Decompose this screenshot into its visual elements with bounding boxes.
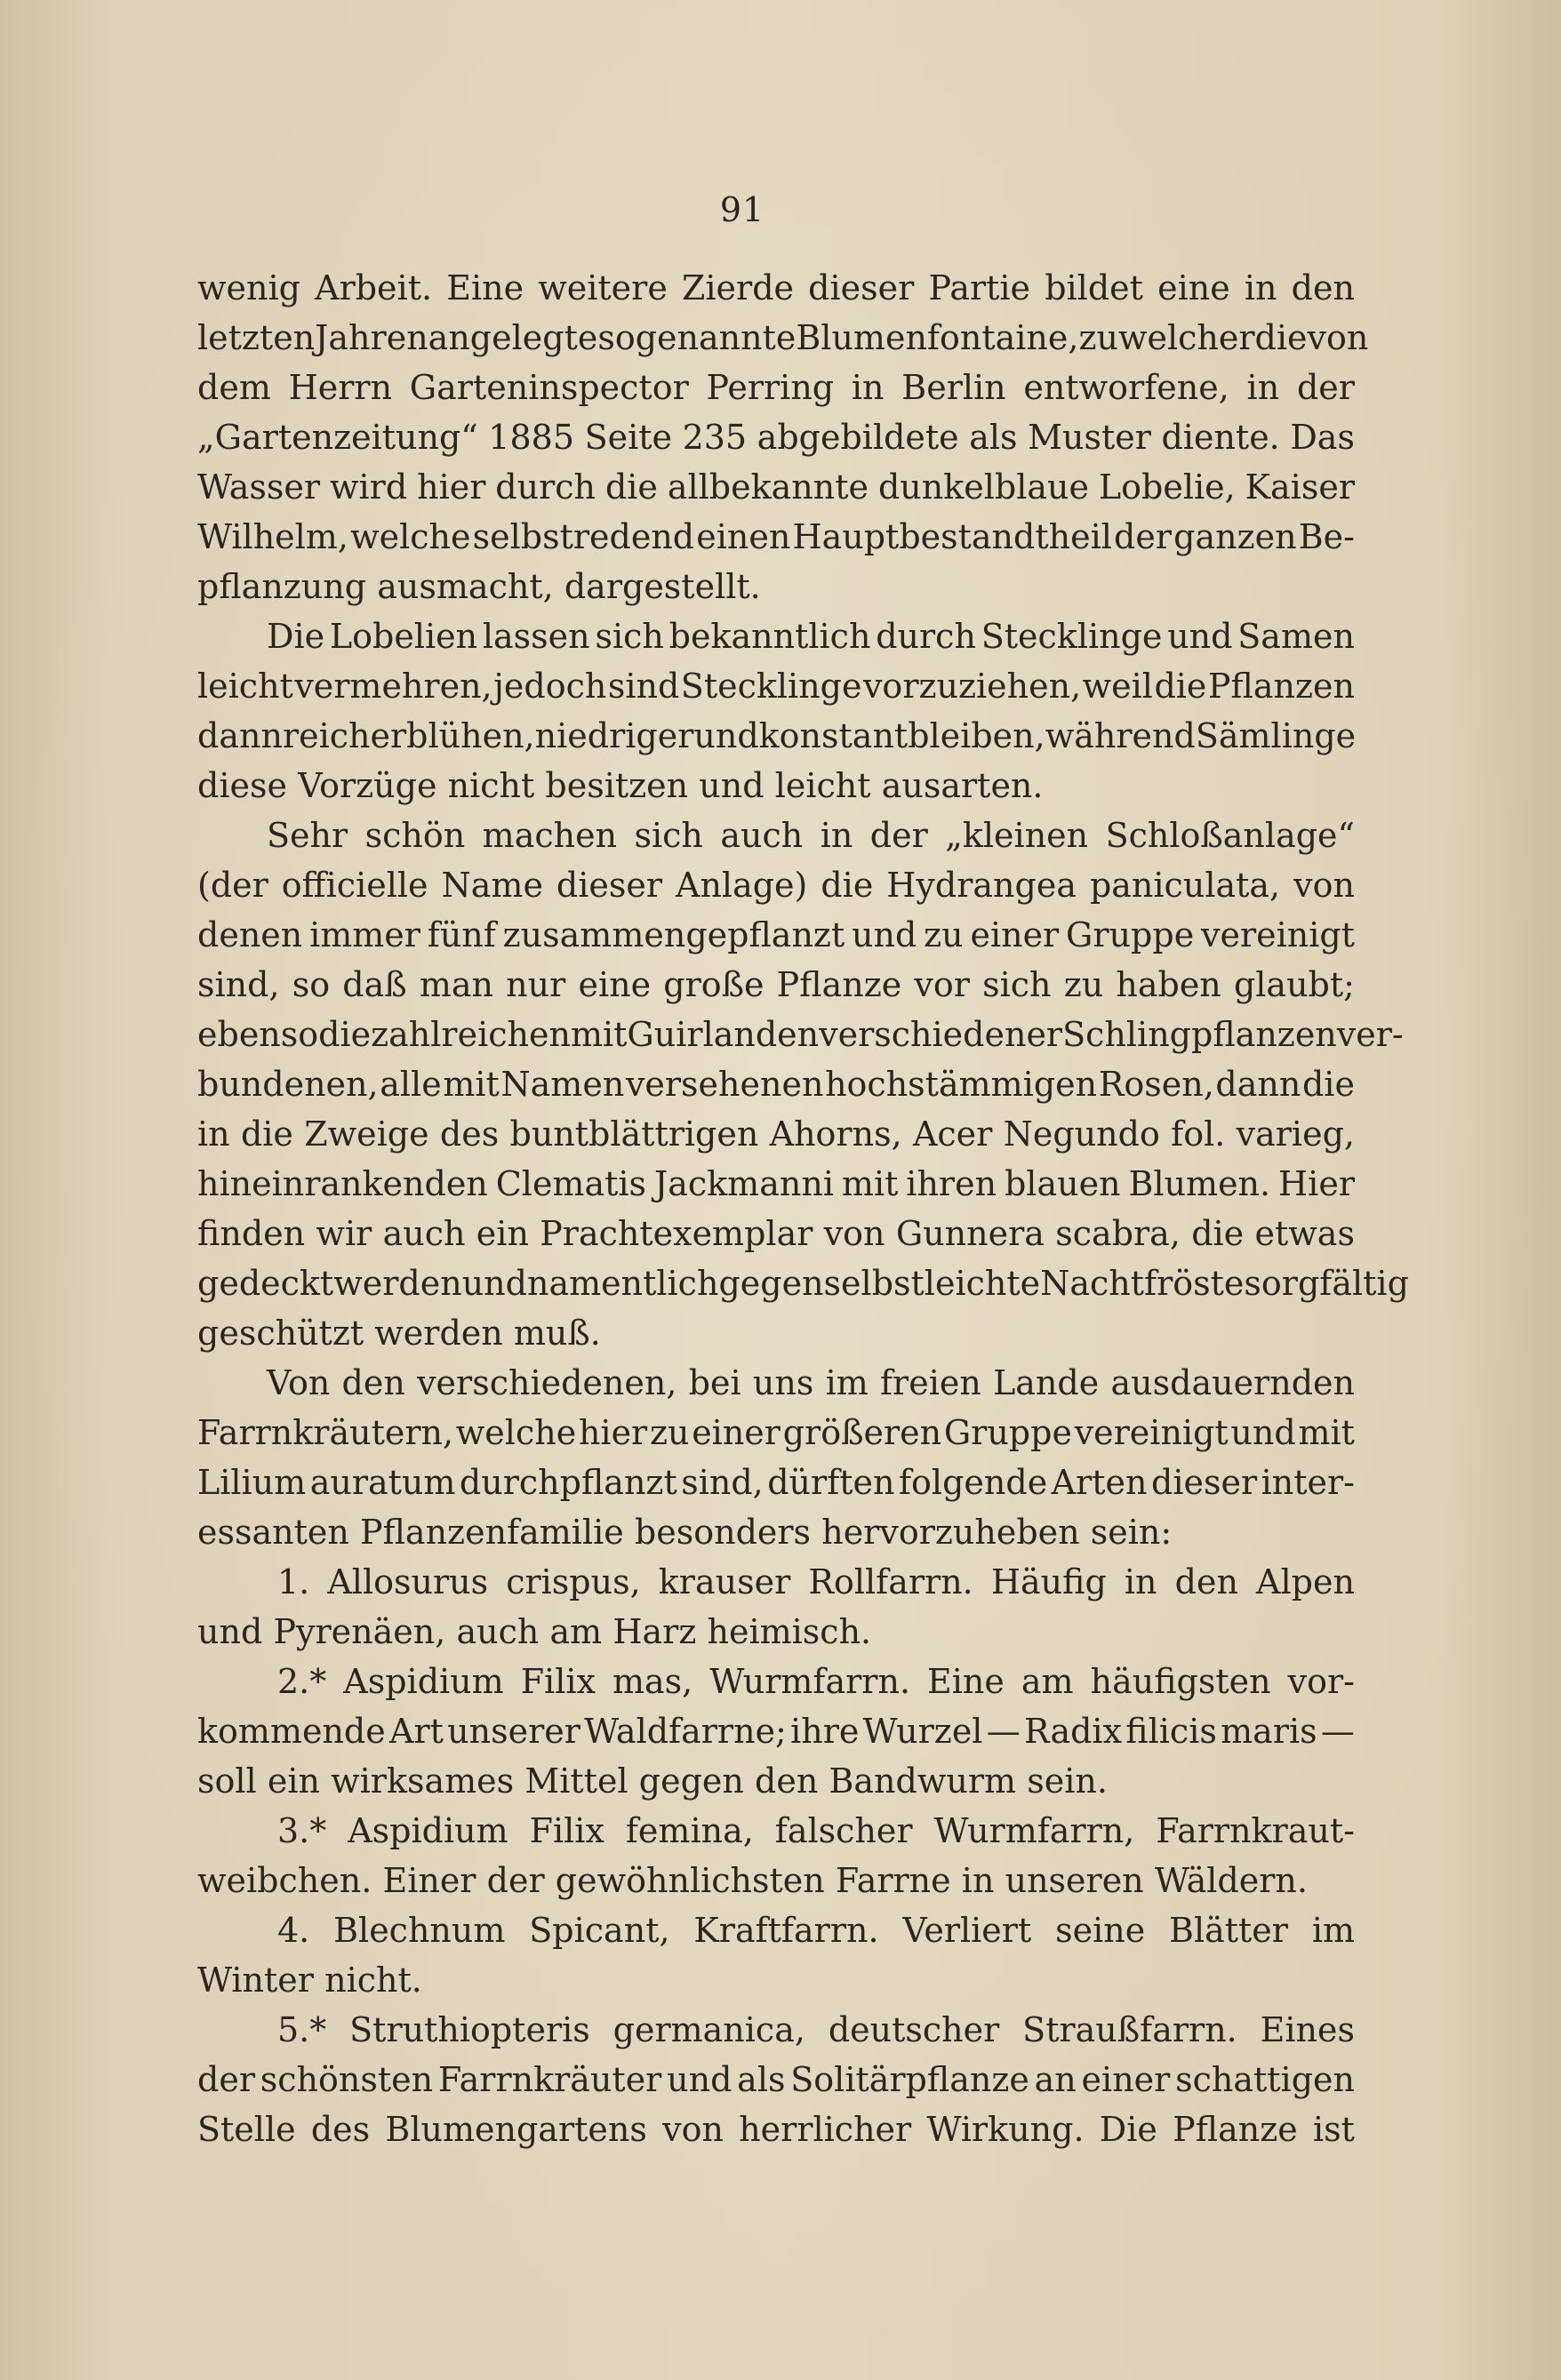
text-line: Farrnkräutern, welche hier zu einer größeren Gruppe vereinigt und mit [197,1413,1355,1452]
text-line: ebenso die zahlreichen mit Guirlanden verschiedener Schlingpflanzen ver- [197,1015,1404,1054]
text-line: gedeckt werden und namentlich gegen selbst leichte Nachtfröste sorgfältig [197,1264,1409,1303]
text-line: geschützt werden muß. [197,1314,601,1353]
body-text [197,263,1409,2154]
page-number: 91 [719,190,765,229]
text-line: soll ein wirksames Mittel gegen den Bandwurm sein. [197,1761,1108,1801]
text-line: 3.* Aspidium Filix femina, falscher Wurmfarrn, Farrnkraut- [277,1811,1355,1850]
text-line: Wasser wird hier durch die allbekannte dunkelblaue Lobelie, Kaiser [197,467,1355,507]
text-line: denen immer fünf zusammengepflanzt und zu einer Gruppe vereinigt [197,915,1355,954]
text-line: „Gartenzeitung“ 1885 Seite 235 abgebildete als Muster diente. Das [197,418,1355,457]
text-line: bundenen, alle mit Namen versehenen hochstämmigen Rosen, dann die [197,1065,1355,1104]
text-line: (der officielle Name dieser Anlage) die Hydrangea paniculata, von [197,866,1355,905]
text-line: 5.* Struthiopteris germanica, deutscher Straußfarrn. Eines [277,2010,1355,2049]
text-line: essanten Pflanzenfamilie besonders hervorzuheben sein: [197,1513,1173,1552]
text-line: Sehr schön machen sich auch in der „kleinen Schloßanlage“ [267,816,1355,855]
text-line: 2.* Aspidium Filix mas, Wurmfarrn. Eine am häufigsten vor- [277,1662,1355,1701]
text-line: 4. Blechnum Spicant, Kraftfarrn. Verliert seine Blätter im [277,1911,1355,1950]
text-line: dem Herrn Garteninspector Perring in Berlin entworfene, in der [197,368,1355,407]
text-line: und Pyrenäen, auch am Harz heimisch. [197,1612,872,1651]
text-line: der schönsten Farrnkräuter und als Solitärpflanze an einer schattigen [197,2060,1355,2099]
text-line: wenig Arbeit. Eine weitere Zierde dieser Partie bildet eine in den [197,268,1355,307]
text-line: pflanzung ausmacht, dargestellt. [197,567,761,606]
text-line: Stelle des Blumengartens von herrlicher Wirkung. Die Pflanze ist [197,2110,1355,2149]
text-line: 1. Allosurus crispus, krauser Rollfarrn. Häufig in den Alpen [277,1562,1355,1601]
text-line: dann reicher blühen, niedriger und konstant bleiben, während Sämlinge [197,716,1357,755]
text-line: Winter nicht. [197,1961,422,2000]
text-line: finden wir auch ein Prachtexemplar von Gunnera scabra, die etwas [197,1214,1355,1253]
text-line: diese Vorzüge nicht besitzen und leicht ausarten. [197,766,1044,805]
text-line: Von den verschiedenen, bei uns im freien Lande ausdauernden [267,1363,1355,1402]
text-line: in die Zweige des buntblättrigen Ahorns, Acer Negundo fol. varieg, [197,1114,1355,1154]
text-line: Wilhelm, welche selbstredend einen Hauptbestandtheil der ganzen Be- [197,517,1355,556]
text-line: Lilium auratum durchpflanzt sind, dürften folgende Arten dieser inter- [197,1463,1355,1502]
text-line: weibchen. Einer der gewöhnlichsten Farrne in unseren Wäldern. [197,1861,1308,1900]
text-line: leicht vermehren, jedoch sind Stecklinge vorzuziehen, weil die Pflanzen [197,667,1355,706]
text-line: hineinrankenden Clematis Jackmanni mit ihren blauen Blumen. Hier [197,1164,1355,1203]
text-line: kommende Art unserer Waldfarrne; ihre Wurzel — Radix filicis maris — [197,1712,1355,1751]
text-line: Die Lobelien lassen sich bekanntlich durch Stecklinge und Samen [267,617,1355,656]
text-line: sind, so daß man nur eine große Pflanze vor sich zu haben glaubt; [197,965,1355,1004]
text-line: letzten Jahren angelegte sogenannte Blumenfontaine, zu welcher die von [197,318,1369,357]
